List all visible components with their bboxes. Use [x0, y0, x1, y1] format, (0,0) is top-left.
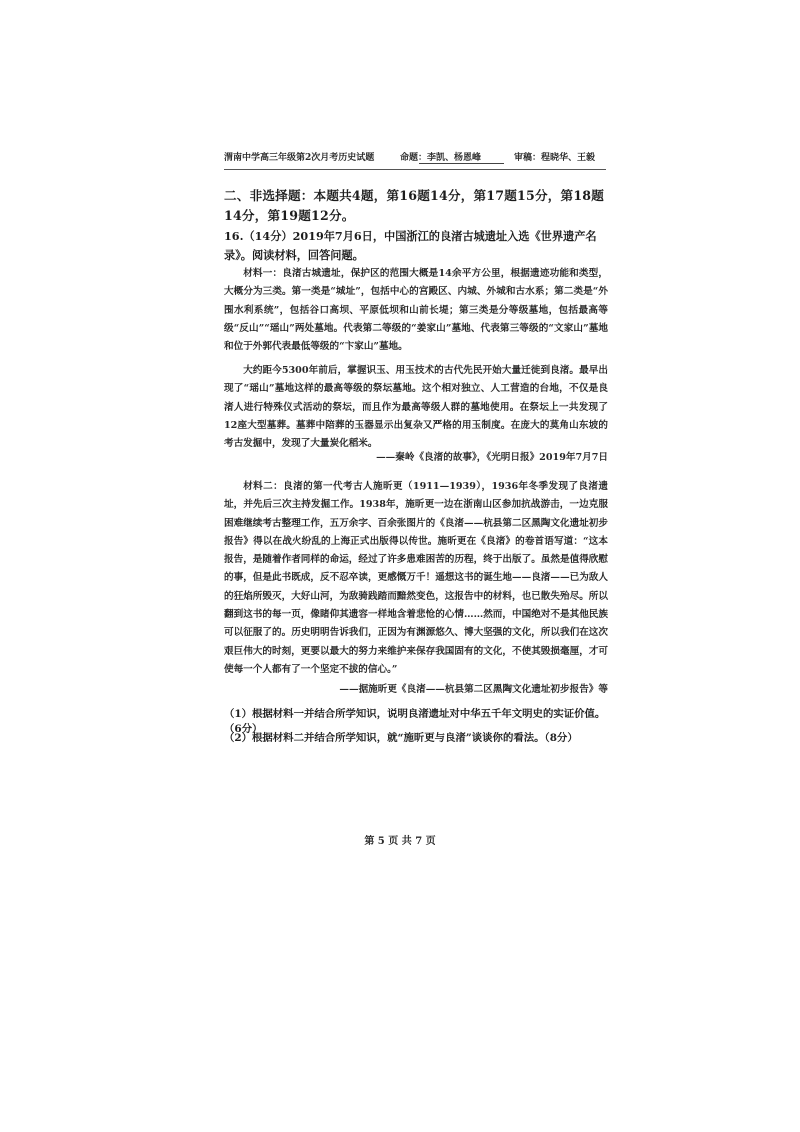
header-underline — [419, 163, 504, 164]
header-school: 渭南中学高三年级第2次月考历史试题 — [224, 153, 375, 163]
question-intro: 16.（14分）2019年7月6日，中国浙江的良渚古城遗址入选《世界遗产名录》。阅读材料，回答问题。 — [224, 229, 597, 262]
material-two-source: ——据施昕更《良渚——杭县第二区黑陶文化遗址初步报告》等 — [339, 684, 608, 695]
section-title: 二、非选择题：本题共4题，第16题14分，第17题15分，第18题14分，第19题12分。 — [224, 188, 605, 223]
material-one-paragraph-1: 材料一：良渚古城遗址，保护区的范围大概是14余平方公里，根据遗迹功能和类型，大概分为三类。第一类是“城址”，包括中心的宫殿区、内城、外城和古水系；第二类是“外围水利系统”，包括谷口高坝、平原低坝和山前长堤；第三类是分等级墓地，包括最高等级“反山”“瑶山”两处墓地。代表第二等级的“姜家山”墓地、代表第三等级的“文家山”墓地和位于外郭代表最低等级的“卞家山”墓地。 — [224, 268, 608, 353]
header-rule — [224, 169, 606, 170]
material-one-source: ——秦岭《良渚的故事》，《光明日报》2019年7月7日 — [376, 452, 608, 463]
sub-question-1: （1）根据材料一并结合所学知识，说明良渚遗址对中华五千年文明史的实证价值。（6分） — [224, 708, 606, 735]
exam-header — [224, 150, 606, 170]
page-number: 第 5 页 共 7 页 — [364, 836, 436, 847]
header-authors: 命题：李凯、杨恩峰 — [400, 153, 482, 163]
material-one-paragraph-2: 大约距今5300年前后，掌握识玉、用玉技术的古代先民开始大量迁徙到良渚。最早出现了“瑶山”墓地这样的最高等级的祭坛墓地。这个相对独立、人工营造的台地，不仅是良渚人进行特殊仪式活动的祭坛，而且作为最高等级人群的墓地使用。在祭坛上一共发现了12座大型墓葬。墓葬中陪葬的玉器显示出复杂又严格的用玉制度。在庞大的莫角山东坡的考古发掘中，发现了大量炭化稻米。 — [224, 365, 608, 450]
sub-question-2: （2）根据材料二并结合所学知识，就“施昕更与良渚”谈谈你的看法。（8分） — [224, 732, 578, 744]
header-reviewers: 审稿：程晓华、王毅 — [514, 153, 596, 163]
material-two: 材料二：良渚的第一代考古人施昕更（1911—1939），1936年冬季发现了良渚遗址，并先后三次主持发掘工作。1938年，施昕更一边在浙南山区参加抗战游击，一边克服困难继续考古整理工作，五万余字、百余张图片的《良渚——杭县第二区黑陶文化遗址初步报告》得以在战火纷乱的上海正式出版得以传世。施昕更在《良渚》的卷首语写道：“这本报告，是随着作者同样的命运，经过了许多患难困苦的历程，终于出版了。虽然是值得欣慰的事，但是此书既成，反不忍卒读，更感慨万千！遥想这书的诞生地——良渚——已为敌人的狂焰所毁灭，大好山河，为敌骑践踏而黯然变色，这报告中的材料，也已散失殆尽。所以翻到这书的每一页，像睹仰其遗容一样地含着悲怆的心情……然而，中国绝对不是其他民族可以征服了的。历史明明告诉我们，正因为有渊源悠久、博大坚强的文化，所以我们在这次艰巨伟大的时刻，更要以最大的努力来维护来保存我国固有的文化，不使其毁损毫厘，才可使每一个人都有了一个坚定不拔的信心。” — [224, 481, 608, 675]
